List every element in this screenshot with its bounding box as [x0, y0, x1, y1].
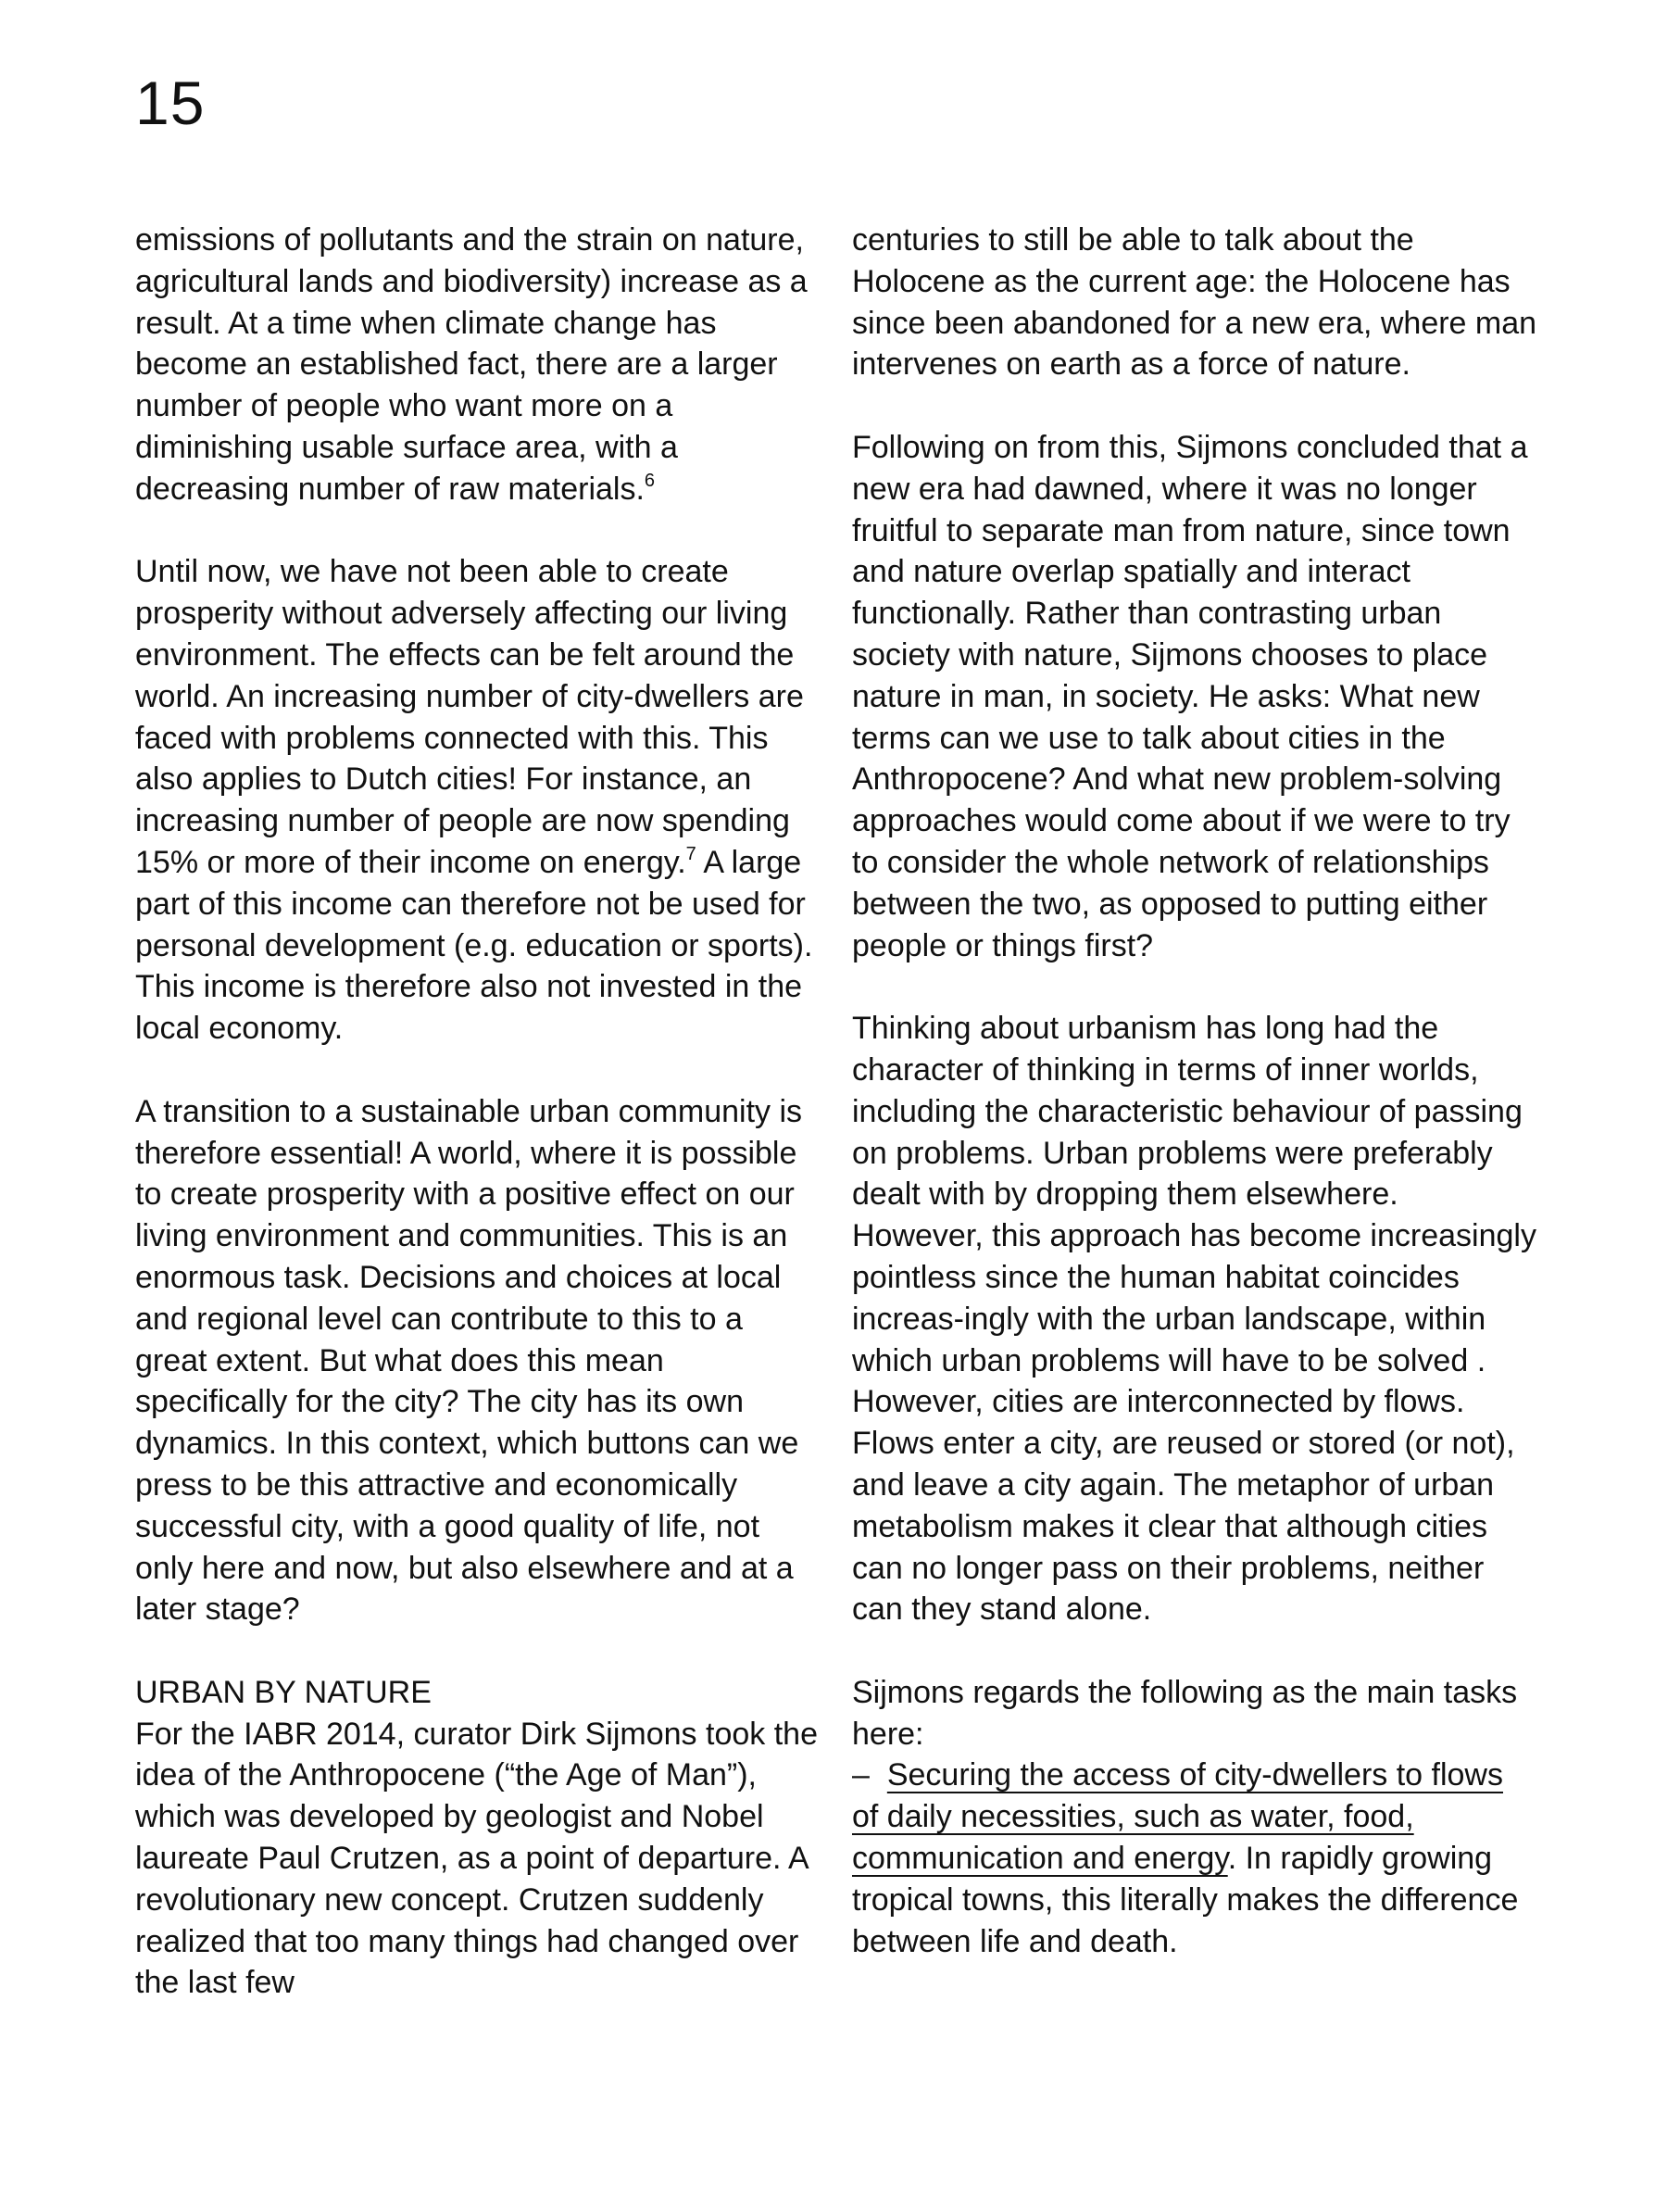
footnote-marker-7: 7	[685, 843, 696, 864]
paragraph-prosperity-text-a: Until now, we have not been able to create prosperity without adversely affecting our living environment. The effects can be felt around the world. An increasing number of city-dwellers are faced with problems connected with this. This also applies to Dutch cities! For instance, an increasing number of people are now spending 15% or more of their income on energy.	[135, 554, 804, 880]
paragraph-urbanism: Thinking about urbanism has long had the character of thinking in terms of inner worlds, including the characteristic behaviour of passing on problems. Urban problems were preferably dealt with by dropping them elsewhere. However, this approach has become increasingly pointless since the human habitat coincides increas-ingly with the urban landscape, within which urban problems will have to be solved . However, cities are interconnected by flows. Flows enter a city, are reused or stored (or not), and leave a city again. The metaphor of urban metabolism makes it clear that although cities can no longer pass on their problems, neither can they stand alone.	[852, 1011, 1536, 1628]
paragraph-transition: A transition to a sustainable urban community is therefore essential! A world, where it is possible to create prosperity with a positive effect on our living environment and communities. This is an enormous task. Decisions and choices at local and regional level can contribute to this to a great extent. But what does this mean specifically for the city? The city has its own dynamics. In this context, which buttons can we press to be this attractive and economically successful city, with a good quality of life, not only here and now, but also elsewhere and at a later stage?	[135, 1093, 803, 1628]
section-heading: URBAN BY NATURE	[135, 1674, 432, 1710]
footnote-marker-6: 6	[644, 470, 656, 491]
paragraph-prosperity	[135, 551, 821, 1050]
bullet-underlined-text: Securing the access of city-dwellers to flows of daily necessities, such as water, food, communication and energy	[852, 1757, 1503, 1877]
paragraph-main-tasks: Sijmons regards the following as the main tasks here:	[852, 1674, 1518, 1752]
bullet-rest-text: . In rapidly growing tropical towns, this literally makes the difference between life and death.	[852, 1841, 1519, 1959]
left-column	[135, 220, 821, 2004]
paragraph-emissions	[135, 220, 821, 510]
bullet-item-access	[852, 1755, 1537, 1962]
paragraph-holocene: centuries to still be able to talk about the Holocene as the current age: the Holocene has since been abandoned for a new era, where man intervenes on earth as a force of nature.	[852, 222, 1537, 383]
bullet-dash: –	[852, 1757, 870, 1793]
right-column	[852, 220, 1537, 1962]
paragraph-emissions-text: emissions of pollutants and the strain on nature, agricultural lands and biodiversity) increase as a result. At a time when climate change has become an established fact, there are a larger number of people who want more on a diminishing usable surface area, with a decreasing number of raw materials.	[135, 222, 808, 507]
page-number: 15	[135, 69, 206, 137]
paragraph-iabr: For the IABR 2014, curator Dirk Sijmons took the idea of the Anthropocene (“the Age of Man”), which was developed by geologist and Nobel laureate Paul Crutzen, as a point of departure. A revolutionary new concept. Crutzen suddenly realized that too many things had changed over the last few	[135, 1716, 818, 2001]
paragraph-prosperity-text-b: A large part of this income can therefore not be used for personal development (e.g. education or sports). This income is therefore also not invested in the local economy.	[135, 844, 813, 1047]
paragraph-new-era: Following on from this, Sijmons concluded that a new era had dawned, where it was no longer fruitful to separate man from nature, since town and nature overlap spatially and interact functionally. Rather than contrasting urban society with nature, Sijmons chooses to place nature in man, in society. He asks: What new terms can we use to talk about cities in the Anthropocene? And what new problem-solving approaches would come about if we were to try to consider the whole network of relationships between the two, as opposed to putting either people or things first?	[852, 429, 1528, 963]
